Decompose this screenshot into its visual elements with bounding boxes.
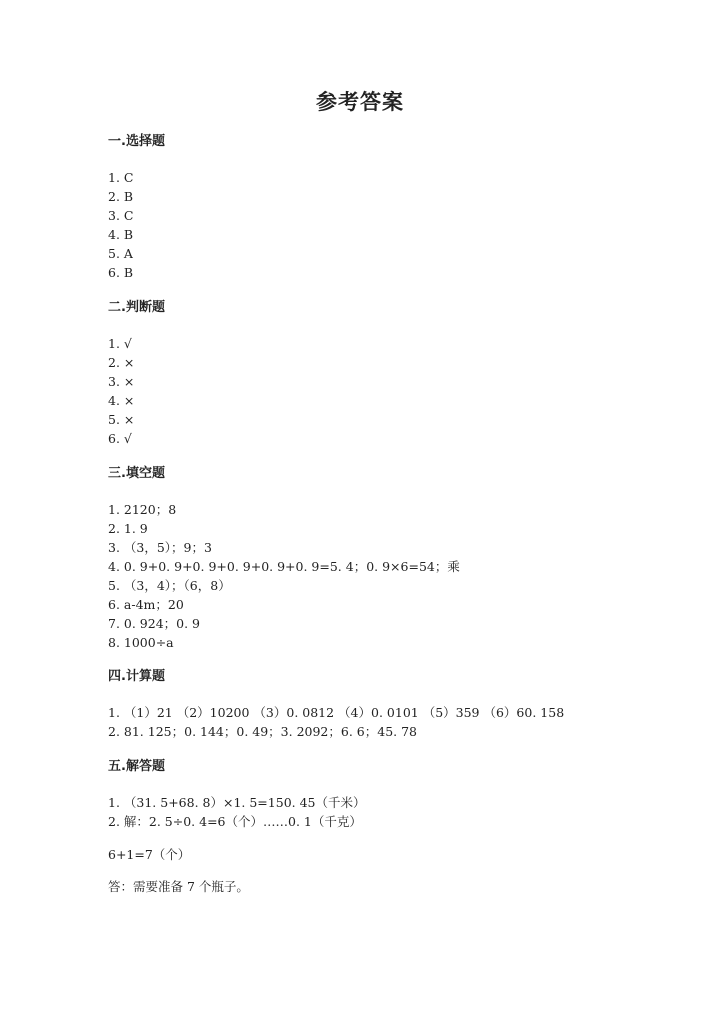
answer-item: 7. 0. 924；0. 9 (108, 616, 201, 631)
section-heading: 一.选择题 (108, 134, 165, 149)
answer-item: 1. C (108, 170, 134, 185)
section-calculation (108, 667, 628, 741)
answer-item: 1. （1）21 （2）10200 （3）0. 0812 （4）0. 0101 （5）359 （6）60. 158 (108, 705, 565, 720)
section-true-false (108, 298, 628, 448)
section-fill-in (108, 464, 628, 652)
answer-item: 2. B (108, 189, 134, 204)
answer-item: 3. C (108, 208, 134, 223)
section-heading: 四.计算题 (108, 669, 165, 684)
answer-item: 3. × (108, 374, 135, 389)
answer-item: 5. × (108, 412, 135, 427)
answer-item: 1. （31. 5+68. 8）×1. 5=150. 45（千米） (108, 795, 366, 810)
answer-item: 6. √ (108, 431, 132, 446)
answer-item: 2. × (108, 355, 135, 370)
section-heading: 二.判断题 (108, 300, 165, 315)
answer-item: 4. B (108, 227, 134, 242)
answer-list (108, 703, 628, 741)
answer-item: 3. （3，5）；9；3 (108, 540, 212, 555)
answer-item: 6. B (108, 265, 134, 280)
answer-item: 1. 2120；8 (108, 502, 177, 517)
answer-item: 5. A (108, 246, 133, 261)
answer-list (108, 168, 628, 282)
answer-item: 2. 解：2. 5÷0. 4=6（个）……0. 1（千克） (108, 814, 362, 829)
answer-item: 2. 1. 9 (108, 521, 148, 536)
answer-list (108, 793, 628, 831)
answer-item: 8. 1000÷a (108, 635, 174, 650)
answer-list (108, 334, 628, 448)
answer-list (108, 500, 628, 652)
section-word-problems (108, 757, 628, 896)
section-heading: 五.解答题 (108, 759, 165, 774)
answer-statement: 答：需要准备 7 个瓶子。 (108, 879, 249, 894)
solution-line: 6+1=7（个） (108, 847, 191, 862)
answer-item: 6. a-4m；20 (108, 597, 184, 612)
answer-item: 4. 0. 9+0. 9+0. 9+0. 9+0. 9+0. 9=5. 4；0. 9×6=54；乘 (108, 559, 460, 574)
answer-item: 1. √ (108, 336, 132, 351)
section-heading: 三.填空题 (108, 466, 165, 481)
answer-item: 4. × (108, 393, 135, 408)
answer-item: 5. （3，4）；（6，8） (108, 578, 231, 593)
page-title: 参考答案 (316, 90, 404, 114)
answer-item: 2. 81. 125；0. 144；0. 49；3. 2092；6. 6；45. 78 (108, 724, 417, 739)
section-multiple-choice (108, 132, 628, 282)
